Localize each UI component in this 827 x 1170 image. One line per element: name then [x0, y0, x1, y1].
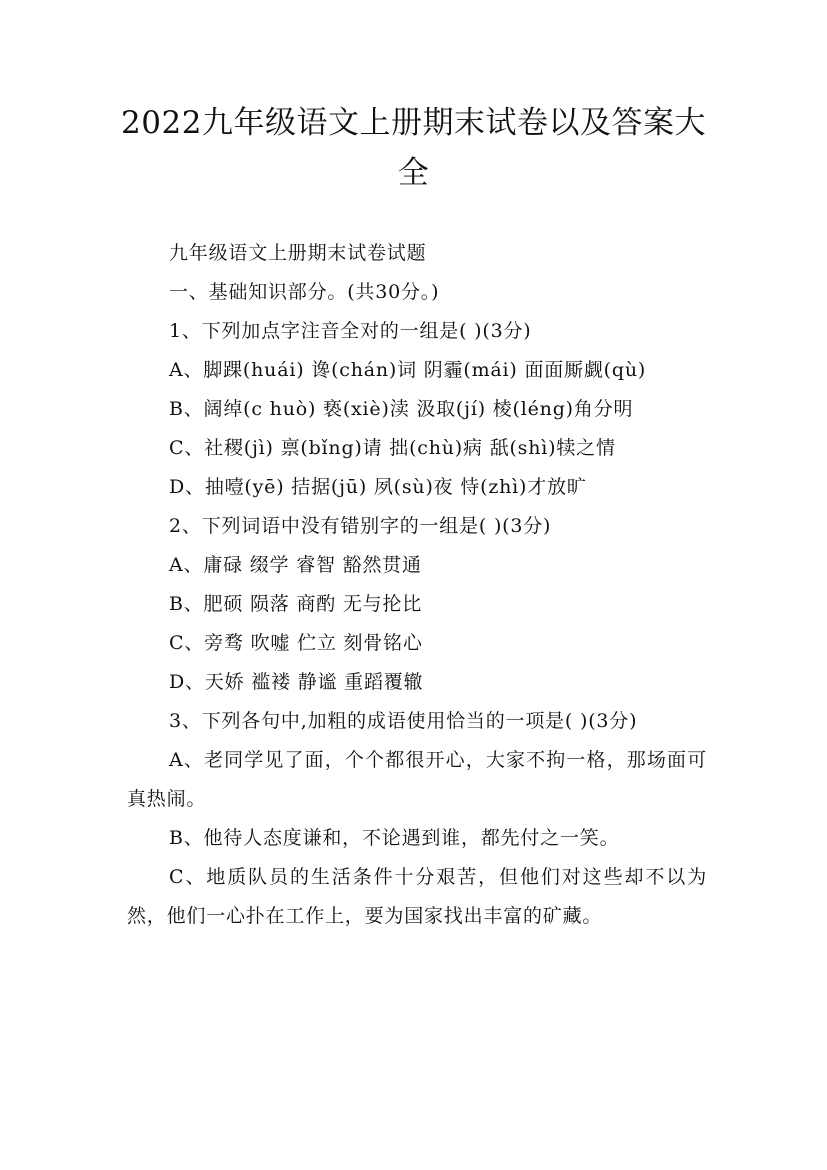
- question-3-option-c: C、地质队员的生活条件十分艰苦，但他们对这些却不以为然，他们一心扑在工作上，要为国家找出丰富的矿藏。: [127, 866, 707, 927]
- section-heading: 九年级语文上册期末试卷试题: [169, 242, 427, 264]
- question-1: 1、下列加点字注音全对的一组是( )(3分): [169, 320, 532, 342]
- question-1-option-d: D、抽噎(yē) 拮据(jū) 夙(sù)夜 恃(zhì)才放旷: [169, 476, 587, 498]
- question-2-option-a: A、庸碌 缀学 睿智 豁然贯通: [169, 554, 422, 576]
- question-1-option-a: A、脚踝(huái) 谗(chán)词 阴霾(mái) 面面厮觑(qù): [169, 359, 647, 381]
- question-2: 2、下列词语中没有错别字的一组是( )(3分): [169, 515, 552, 537]
- question-3-option-a: A、老同学见了面，个个都很开心，大家不拘一格，那场面可真热闹。: [127, 749, 707, 810]
- question-3: 3、下列各句中,加粗的成语使用恰当的一项是( )(3分): [169, 710, 638, 732]
- document-title: 2022九年级语文上册期末试卷以及答案大全: [121, 105, 706, 191]
- question-3-option-b: B、他待人态度谦和，不论遇到谁，都先付之一笑。: [169, 827, 620, 849]
- part-heading: 一、基础知识部分。(共30分。): [169, 281, 440, 303]
- question-2-option-d: D、天娇 褴褛 静谧 重蹈覆辙: [169, 671, 424, 693]
- question-2-option-c: C、旁骛 吹嘘 伫立 刻骨铭心: [169, 632, 423, 654]
- question-1-option-b: B、阔绰(c huò) 亵(xiè)渎 汲取(jí) 棱(léng)角分明: [169, 398, 634, 420]
- question-2-option-b: B、肥硕 陨落 商酌 无与抡比: [169, 593, 423, 615]
- question-1-option-c: C、社稷(jì) 禀(bǐng)请 拙(chù)病 舐(shì)犊之情: [169, 437, 616, 459]
- document-body: [127, 234, 707, 936]
